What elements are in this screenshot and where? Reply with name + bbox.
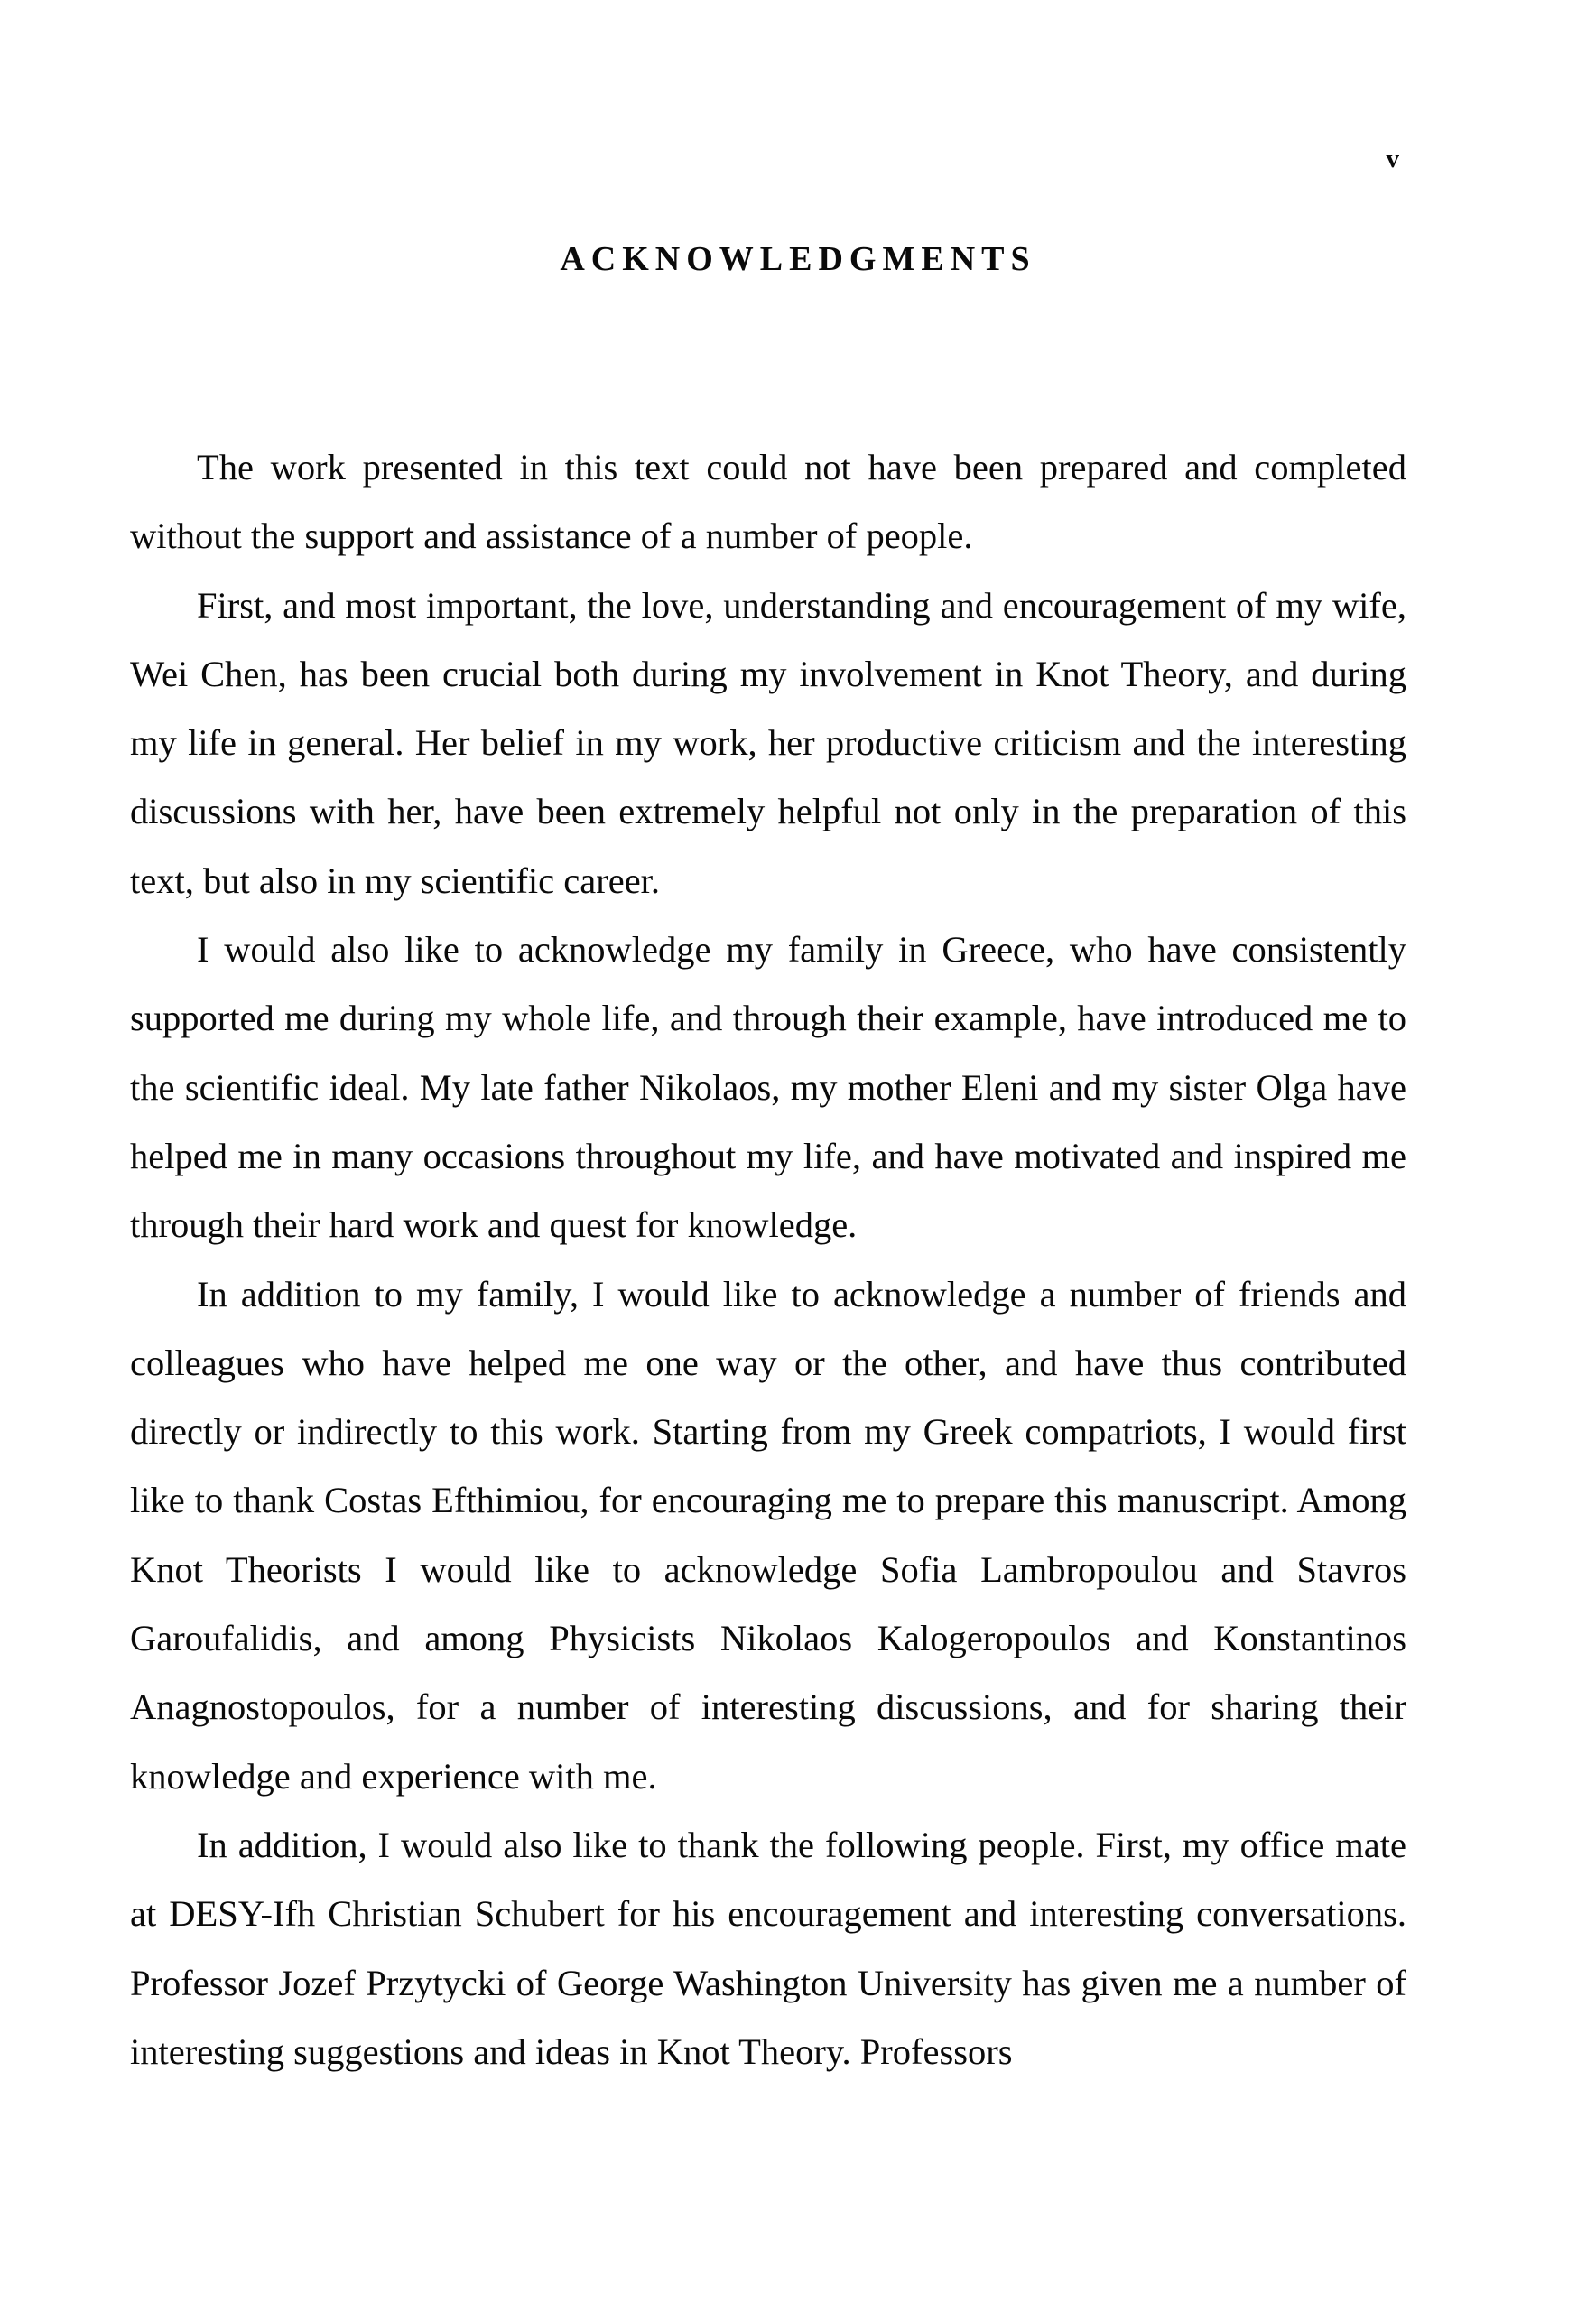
paragraph-intro: The work presented in this text could not have been prepared and completed without the support and assistance of a number of people.: [130, 447, 1406, 557]
paragraph-colleagues: In addition, I would also like to thank the following people. First, my office mate at DESY-Ifh Christian Schubert for his encouragement and interesting conversations. Professor Jozef Przytycki of George Washington University has given me a number of interesting suggestions and ideas in Knot Theory. Professors: [130, 1824, 1406, 2072]
page-number: v: [1386, 144, 1399, 173]
body-text: [130, 433, 1406, 2086]
paragraph-family: I would also like to acknowledge my family in Greece, who have consistently supported me during my whole life, and through their example, have introduced me to the scientific ideal. My late father Nikolaos, my mother Eleni and my sister Olga have helped me in many occasions throughout my life, and have motivated and inspired me through their hard work and quest for knowledge.: [130, 929, 1406, 1246]
paragraph-wife: First, and most important, the love, understanding and encouragement of my wife, Wei Chen, has been crucial both during my involvement in Knot Theory, and during my life in general. Her belief in my work, her productive criticism and the interesting discussions with her, have been extremely helpful not only in the preparation of this text, but also in my scientific career.: [130, 584, 1406, 901]
paragraph-friends: In addition to my family, I would like to acknowledge a number of friends and colleagues who have helped me one way or the other, and have thus contributed directly or indirectly to this work. Starting from my Greek compatriots, I would first like to thank Costas Efthimiou, for encouraging me to prepare this manuscript. Among Knot Theorists I would like to acknowledge Sofia Lambropoulou and Stavros Garoufalidis, and among Physicists Nikolaos Kalogeropoulos and Konstantinos Anagnostopoulos, for a number of interesting discussions, and for sharing their knowledge and experience with me.: [130, 1273, 1406, 1797]
page-title: ACKNOWLEDGMENTS: [560, 240, 1036, 278]
